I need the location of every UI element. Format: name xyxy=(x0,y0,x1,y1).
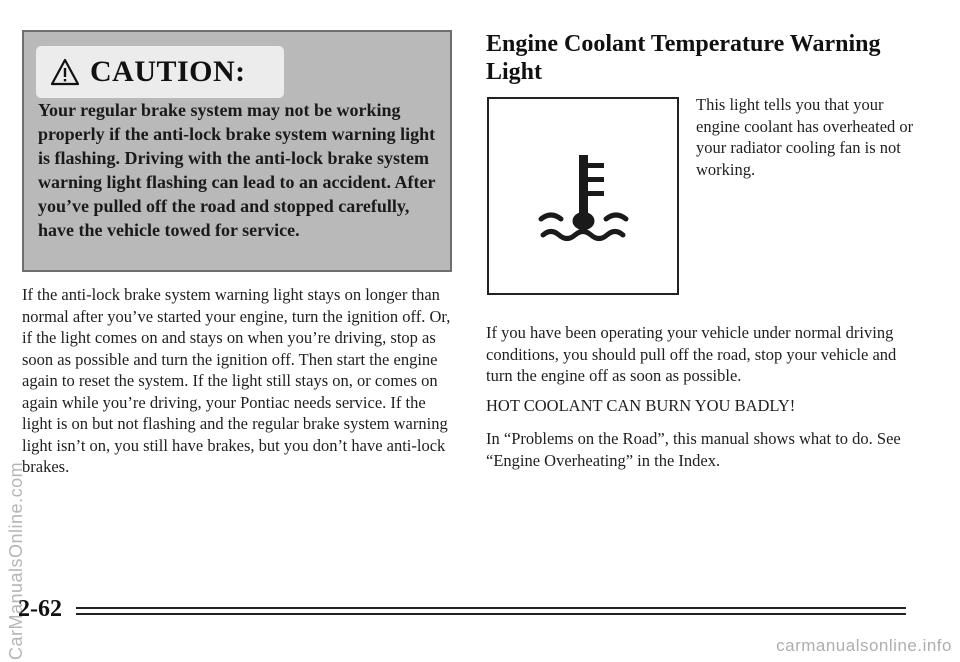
abs-warning-paragraph: If the anti-lock brake system warning light stays on longer than normal after you’ve started your engine, turn the ignition off. Or, if the light comes on and stays on when you’re driving, stop as soon as possible and turn the ignition off. Then start the engine again to reset the system. If the light still stays on, or comes on again while you’re driving, your Pontiac needs service. If the light is on but not flashing and the regular brake system warning light isn’t on, you still have brakes, but you don’t have anti-lock brakes. xyxy=(22,285,451,476)
caution-header xyxy=(36,46,284,98)
section-heading: Engine Coolant Temperature Warning Light xyxy=(486,31,881,85)
icon-description: This light tells you that your engine coolant has overheated or your radiator cooling fan is not working. xyxy=(696,95,914,179)
left-watermark-text: CarManualsOnline.com xyxy=(6,461,26,660)
bottom-right-watermark: carmanualsonline.info xyxy=(776,636,952,655)
caution-text: Your regular brake system may not be working properly if the anti-lock brake system warning light is flashing. Driving with the anti-lock brake system warning light flashing can lead to an accident. After you’ve pulled off the road and stopped carefully, have the vehicle towed for service. xyxy=(38,100,436,240)
overheat-paragraph: If you have been operating your vehicle under normal driving conditions, you should pull off the road, stop your vehicle and turn the engine off as soon as possible. xyxy=(486,323,897,385)
warning-triangle-icon xyxy=(50,58,80,86)
reference-paragraph: In “Problems on the Road”, this manual shows what to do. See “Engine Overheating” in the Index. xyxy=(486,429,901,470)
caution-box xyxy=(22,30,452,272)
coolant-icon-frame xyxy=(487,97,679,295)
page-number: 2-62 xyxy=(18,596,62,622)
footer-rule-top xyxy=(76,607,906,609)
footer-rule-bottom xyxy=(76,613,906,615)
caution-title: CAUTION: xyxy=(90,55,246,88)
hot-coolant-warning: HOT COOLANT CAN BURN YOU BADLY! xyxy=(486,396,796,415)
coolant-temperature-icon xyxy=(529,145,639,245)
